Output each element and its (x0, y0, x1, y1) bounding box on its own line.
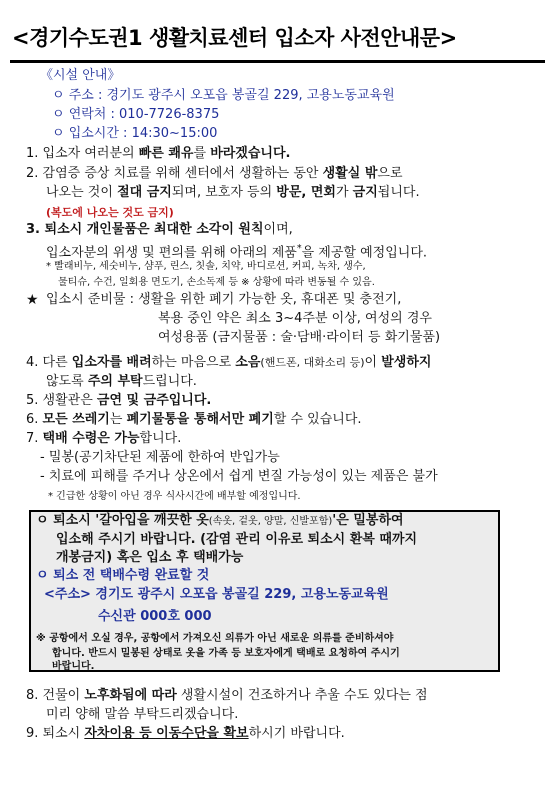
text: 않도록 (46, 374, 88, 389)
text: 4. 다른 (26, 355, 72, 370)
item-1 (26, 146, 290, 162)
text-small: (핸드폰, 대화소리 등) (260, 356, 365, 369)
text: '갈아입을 깨끗한 옷 (95, 513, 209, 528)
text: 7. (26, 431, 43, 446)
title-divider (10, 60, 545, 63)
text: 하여 (378, 513, 404, 528)
item-3-supplies-2: 물티슈, 수건, 일회용 면도기, 손소독제 등 ※ 상황에 따라 변동될 수 있음. (58, 277, 375, 288)
item-2-line-2 (46, 185, 420, 201)
page-title: <경기수도권1 생활치료센터 입소자 사전안내문> (12, 26, 457, 50)
prep-items-line-3: 여성용품 (금지물품 : 술·담배·라이터 등 화기물품) (158, 330, 441, 345)
item-7 (26, 431, 181, 447)
text: 는 (109, 412, 127, 427)
text: 할 수 있습니다. (273, 412, 362, 427)
item-3-supplies-1: * 빨래비누, 세숫비누, 샴푸, 린스, 칫솔, 치약, 바디로션, 커피, 녹차, 생수, (46, 261, 366, 272)
item-9 (26, 726, 345, 742)
text: 9. 퇴소시 (26, 726, 85, 741)
facility-entry-time: ㅇ 입소시간 : 14:30~15:00 (52, 126, 218, 141)
prep-items-line-2: 복용 중인 약은 최소 3~4주분 이상, 여성의 경우 (158, 311, 432, 326)
box-line-1 (36, 513, 404, 530)
text-bold: 발생하지 (381, 355, 432, 370)
item-7-note: * 긴급한 상황이 아닌 경우 식사시간에 배부할 예정입니다. (48, 491, 301, 502)
item-7-sub-2: - 치료에 피해를 주거나 상온에서 쉽게 변질 가능성이 있는 제품은 불가 (40, 469, 438, 484)
text-bold: 노후화됨에 따라 (84, 688, 177, 703)
text: 되며, 보호자 등의 (171, 185, 277, 200)
star-icon: ★ (26, 292, 39, 308)
item-4-line-1 (26, 355, 431, 371)
text: 나오는 것이 (46, 185, 118, 200)
text: 생활시설이 건조하거나 추울 수도 있다는 점 (176, 688, 428, 703)
text-bold: 폐기물통을 통해서만 폐기 (126, 412, 274, 427)
item-7-sub-1: - 밀봉(공기차단된 제품에 한하여 반입가능 (40, 450, 280, 465)
item-3-line-1 (26, 222, 293, 238)
item-2-note: (복도에 나오는 것도 금지) (46, 206, 174, 219)
item-2-line-1 (26, 166, 403, 182)
text: 를 (193, 146, 211, 161)
item-6 (26, 412, 362, 428)
text: 2. 감염증 증상 치료를 위해 센터에서 생활하는 동안 (26, 166, 323, 181)
text-bold: 절대 금지 (117, 185, 172, 200)
text-bold: 소음 (235, 355, 261, 370)
box-line-2: 입소해 주시기 바랍니다. (감염 관리 이유로 퇴소시 환복 때까지 (56, 532, 418, 547)
text-bold: 주의 부탁 (87, 374, 143, 389)
text-bold: 택배 수령은 가능 (42, 431, 140, 446)
text-bold: 자차이용 등 이동수단을 확보 (84, 726, 249, 741)
text: 1. 입소자 여러분의 (26, 146, 139, 161)
box-line-4: ㅇ 퇴소 전 택배수령 완료할 것 (36, 568, 210, 583)
text-bold: 생활실 밖 (322, 166, 378, 181)
facility-header: 《시설 안내》 (40, 68, 121, 83)
item-4-line-2 (46, 374, 197, 390)
box-note-2: 합니다. 반드시 밀봉된 상태로 옷을 가족 등 보호자에게 택배로 요청하여 주시기 (52, 648, 400, 659)
text: 드립니다. (142, 374, 197, 389)
text: 으로 (377, 166, 403, 181)
item-8-line-2: 미리 양해 말씀 부탁드리겠습니다. (46, 707, 239, 722)
item-8-line-1 (26, 688, 428, 704)
text: 입소자분의 위생 및 편의를 위해 아래의 제품 (46, 245, 297, 261)
item-5 (26, 393, 211, 409)
box-address: <주소> 경기도 광주시 오포읍 봉골길 229, 고용노동교육원 (44, 587, 389, 602)
text-bold: 입소자를 배려 (71, 355, 152, 370)
facility-address: ㅇ 주소 : 경기도 광주시 오포읍 봉골길 229, 고용노동교육원 (52, 88, 395, 103)
text-bold: 3. 퇴소시 개인물품은 최대한 소각이 원칙 (26, 222, 264, 237)
text: 됩니다. (377, 185, 420, 200)
text: 을 제공할 예정입니다. (301, 245, 428, 261)
prep-items-line-1: 입소시 준비물 : 생활을 위한 폐기 가능한 옷, 휴대폰 및 충전기, (46, 292, 402, 307)
facility-contact: ㅇ 연락처 : 010-7726-8375 (52, 107, 220, 122)
text-bold: 방문, 면회 (276, 185, 336, 200)
box-note-1: ※ 공항에서 오실 경우, 공항에서 가져오신 의류가 아닌 새로운 의류를 준비하셔야 (36, 633, 394, 644)
text: 5. 생활관은 (26, 393, 97, 408)
text: 이 (364, 355, 382, 370)
text-bold: 바라겠습니다. (210, 146, 291, 161)
text: '은 (332, 513, 354, 528)
footnote-mark: * (296, 243, 302, 254)
box-note-3: 바랍니다. (52, 661, 95, 672)
text-bold: 금연 및 금주입니다. (96, 393, 212, 408)
text-bold: 금지 (352, 185, 378, 200)
text-bold: 모든 쓰레기 (42, 412, 110, 427)
text: ㅇ 퇴소시 (36, 513, 96, 528)
text: 밀봉 (353, 513, 379, 528)
text: 8. 건물이 (26, 688, 85, 703)
text: 6. (26, 412, 43, 427)
text: 가 (335, 185, 353, 200)
text-bold: 빠른 쾌유 (138, 146, 194, 161)
text: 이며, (263, 222, 293, 237)
text: 합니다. (139, 431, 182, 446)
text: 하시기 바랍니다. (248, 726, 345, 741)
box-recipient: 수신관 000호 000 (98, 609, 212, 624)
box-line-3: 개봉금지) 혹은 입소 후 택배가능 (56, 550, 244, 565)
text: 하는 마음으로 (151, 355, 236, 370)
text-small: (속옷, 겉옷, 양말, 신발포함) (208, 516, 333, 527)
